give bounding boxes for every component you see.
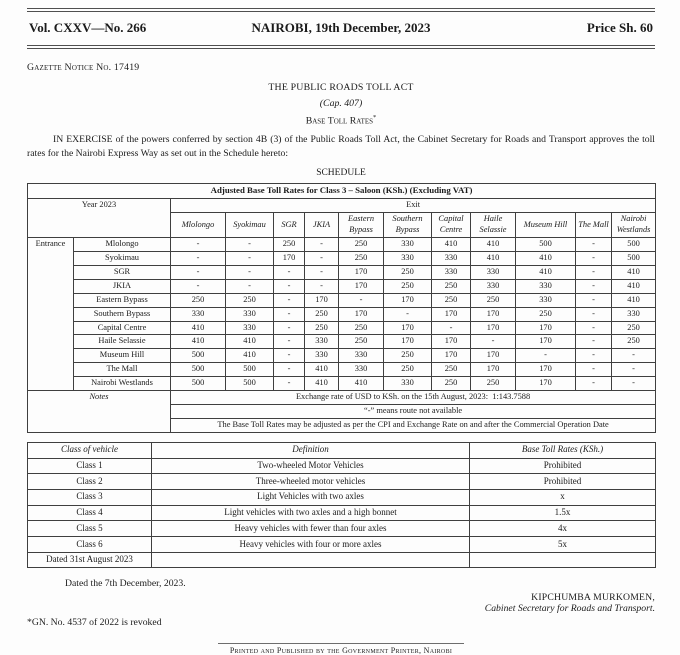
toll-value: 330 <box>384 251 432 265</box>
class-cell: 4x <box>470 521 656 537</box>
notice-dated-line: Dated the 7th December, 2023. <box>65 578 186 590</box>
toll-value: - <box>576 237 612 251</box>
empty-cell <box>152 552 470 568</box>
act-title: THE PUBLIC ROADS TOLL ACT <box>268 82 414 93</box>
toll-table <box>27 183 656 433</box>
class-cell: Prohibited <box>470 458 656 474</box>
toll-value: 250 <box>516 307 576 321</box>
toll-value: 330 <box>384 237 432 251</box>
notice-subject <box>27 114 655 126</box>
revocation-footnote: *GN. No. 4537 of 2022 is revoked <box>27 617 162 629</box>
class-cell: Heavy vehicles with fewer than four axles <box>152 521 470 537</box>
toll-title-row <box>28 183 656 198</box>
class-cell: Three-wheeled motor vehicles <box>152 474 470 490</box>
toll-value: - <box>274 307 305 321</box>
toll-value: 170 <box>471 349 516 363</box>
toll-value: 250 <box>612 321 656 335</box>
toll-value: 250 <box>305 307 339 321</box>
schedule-label: SCHEDULE <box>316 167 366 178</box>
toll-row <box>28 377 656 391</box>
toll-value: 500 <box>612 251 656 265</box>
toll-value: - <box>576 321 612 335</box>
class-column-header: Base Toll Rates (KSh.) <box>470 442 656 458</box>
toll-value: - <box>384 307 432 321</box>
entrance-station: Syokimau <box>74 251 171 265</box>
toll-value: 330 <box>612 307 656 321</box>
vehicle-class-table <box>27 442 656 569</box>
class-cell: Heavy vehicles with four or more axles <box>152 537 470 553</box>
footnote-marker: * <box>373 114 377 121</box>
toll-value: 250 <box>432 377 471 391</box>
toll-value: - <box>226 279 274 293</box>
toll-value: 250 <box>226 293 274 307</box>
toll-value: - <box>274 363 305 377</box>
toll-value: 170 <box>339 307 384 321</box>
toll-value: - <box>274 279 305 293</box>
masthead-bottom-double-rule <box>27 45 655 49</box>
toll-row <box>28 349 656 363</box>
year-label: Year 2023 <box>28 199 171 238</box>
toll-value: 170 <box>471 307 516 321</box>
toll-row <box>28 321 656 335</box>
class-row <box>28 489 656 505</box>
toll-value: - <box>612 349 656 363</box>
class-cell: Light vehicles with two axles and a high bonnet <box>152 505 470 521</box>
toll-value: - <box>305 251 339 265</box>
class-cell: Class 2 <box>28 474 152 490</box>
toll-value: 170 <box>432 335 471 349</box>
toll-value: - <box>576 251 612 265</box>
toll-value: 170 <box>516 377 576 391</box>
class-row <box>28 474 656 490</box>
toll-value: 330 <box>226 307 274 321</box>
toll-value: - <box>171 237 226 251</box>
toll-value: 250 <box>384 265 432 279</box>
exit-column-header: SGR <box>274 213 305 238</box>
entrance-label: Entrance <box>28 237 74 390</box>
toll-value: 410 <box>226 349 274 363</box>
toll-value: 250 <box>339 251 384 265</box>
toll-value: 410 <box>171 335 226 349</box>
toll-value: 170 <box>432 349 471 363</box>
toll-value: 250 <box>471 293 516 307</box>
class-dated-cell: Dated 31st August 2023 <box>28 552 152 568</box>
toll-value: 250 <box>384 363 432 377</box>
toll-value: 410 <box>432 237 471 251</box>
class-cell: Prohibited <box>470 474 656 490</box>
class-cell: 5x <box>470 537 656 553</box>
toll-value: 250 <box>305 321 339 335</box>
toll-row <box>28 251 656 265</box>
toll-row <box>28 237 656 251</box>
toll-value: 330 <box>305 349 339 363</box>
toll-value: 330 <box>384 377 432 391</box>
exit-column-header: Eastern Bypass <box>339 213 384 238</box>
signatory-title: Cabinet Secretary for Roads and Transport. <box>484 603 655 615</box>
masthead-price: Price Sh. 60 <box>586 20 653 35</box>
class-row <box>28 505 656 521</box>
toll-value: - <box>576 293 612 307</box>
toll-value: 250 <box>432 293 471 307</box>
toll-value: - <box>226 237 274 251</box>
toll-value: 500 <box>171 377 226 391</box>
class-header-row <box>28 442 656 458</box>
toll-row <box>28 279 656 293</box>
class-cell: Class 3 <box>28 489 152 505</box>
toll-value: - <box>226 251 274 265</box>
toll-value: 330 <box>339 349 384 363</box>
toll-value: 170 <box>339 279 384 293</box>
toll-value: 170 <box>432 307 471 321</box>
signatory-name: KIPCHUMBA MURKOMEN, <box>531 592 655 604</box>
class-cell: 1.5x <box>470 505 656 521</box>
toll-value: 170 <box>384 335 432 349</box>
notice-subject-text: Base Toll Rates <box>305 115 374 127</box>
toll-value: - <box>612 377 656 391</box>
exit-column-header: Capital Centre <box>432 213 471 238</box>
entrance-station: SGR <box>74 265 171 279</box>
toll-value: 410 <box>339 377 384 391</box>
class-cell: x <box>470 489 656 505</box>
toll-value: 250 <box>339 335 384 349</box>
toll-value: 250 <box>432 363 471 377</box>
toll-value: - <box>576 279 612 293</box>
toll-value: - <box>274 349 305 363</box>
toll-value: - <box>274 377 305 391</box>
toll-value: 410 <box>612 279 656 293</box>
toll-row <box>28 265 656 279</box>
toll-value: 410 <box>612 293 656 307</box>
toll-value: 170 <box>516 335 576 349</box>
toll-value: - <box>171 279 226 293</box>
toll-row <box>28 293 656 307</box>
toll-value: 500 <box>516 237 576 251</box>
toll-value: - <box>612 363 656 377</box>
toll-value: 330 <box>432 251 471 265</box>
toll-exit-row <box>28 199 656 213</box>
toll-value: 170 <box>516 363 576 377</box>
toll-value: 170 <box>516 321 576 335</box>
entrance-station: Haile Selassie <box>74 335 171 349</box>
entrance-station: Eastern Bypass <box>74 293 171 307</box>
toll-value: - <box>274 293 305 307</box>
toll-table-title: Adjusted Base Toll Rates for Class 3 – Saloon (KSh.) (Excluding VAT) <box>28 183 656 198</box>
toll-value: 410 <box>171 321 226 335</box>
toll-value: - <box>305 237 339 251</box>
toll-value: 250 <box>471 377 516 391</box>
toll-row <box>28 363 656 377</box>
toll-row <box>28 335 656 349</box>
exit-column-header: JKIA <box>305 213 339 238</box>
gazette-notice-number: Gazette Notice No. 17419 <box>27 62 140 73</box>
toll-value: - <box>576 349 612 363</box>
entrance-station: Museum Hill <box>74 349 171 363</box>
toll-value: 410 <box>226 335 274 349</box>
class-column-header: Definition <box>152 442 470 458</box>
toll-value: - <box>305 279 339 293</box>
toll-value: 410 <box>516 265 576 279</box>
exit-column-header: Southern Bypass <box>384 213 432 238</box>
exit-column-header: The Mall <box>576 213 612 238</box>
exit-column-header: Nairobi Westlands <box>612 213 656 238</box>
class-row <box>28 458 656 474</box>
entrance-station: Capital Centre <box>74 321 171 335</box>
class-cell: Class 1 <box>28 458 152 474</box>
class-cell: Light Vehicles with two axles <box>152 489 470 505</box>
toll-value: - <box>171 265 226 279</box>
toll-value: 170 <box>471 363 516 377</box>
toll-value: 500 <box>226 377 274 391</box>
toll-value: 410 <box>516 251 576 265</box>
toll-value: 500 <box>226 363 274 377</box>
toll-value: 330 <box>226 321 274 335</box>
class-cell: Class 6 <box>28 537 152 553</box>
entrance-station: Southern Bypass <box>74 307 171 321</box>
toll-value: 250 <box>171 293 226 307</box>
note-text: “-” means route not available <box>171 405 656 419</box>
toll-row <box>28 307 656 321</box>
toll-value: 250 <box>384 279 432 293</box>
toll-value: - <box>274 335 305 349</box>
toll-value: - <box>339 293 384 307</box>
class-cell: Class 5 <box>28 521 152 537</box>
toll-value: 500 <box>612 237 656 251</box>
toll-value: 170 <box>339 265 384 279</box>
toll-value: 250 <box>339 237 384 251</box>
toll-value: - <box>576 307 612 321</box>
masthead-volume: Vol. CXXV—No. 266 <box>29 20 147 35</box>
toll-value: 250 <box>432 279 471 293</box>
act-cap: (Cap. 407) <box>319 98 363 109</box>
toll-value: 250 <box>384 349 432 363</box>
toll-value: 250 <box>612 335 656 349</box>
toll-value: - <box>274 321 305 335</box>
class-cell: Two-wheeled Motor Vehicles <box>152 458 470 474</box>
toll-value: 330 <box>516 279 576 293</box>
toll-value: - <box>576 363 612 377</box>
toll-value: 410 <box>471 237 516 251</box>
note-row <box>28 391 656 405</box>
toll-value: 250 <box>274 237 305 251</box>
toll-value: 500 <box>171 349 226 363</box>
entrance-station: The Mall <box>74 363 171 377</box>
masthead <box>27 12 655 45</box>
toll-value: - <box>576 265 612 279</box>
toll-value: 330 <box>171 307 226 321</box>
exit-label: Exit <box>171 199 656 213</box>
toll-value: 410 <box>471 251 516 265</box>
toll-value: 330 <box>471 265 516 279</box>
toll-value: - <box>516 349 576 363</box>
toll-value: 170 <box>384 293 432 307</box>
toll-value: - <box>274 265 305 279</box>
toll-value: - <box>576 377 612 391</box>
class-column-header: Class of vehicle <box>28 442 152 458</box>
toll-value: - <box>432 321 471 335</box>
toll-value: - <box>576 335 612 349</box>
toll-value: 170 <box>305 293 339 307</box>
toll-value: - <box>171 251 226 265</box>
toll-value: 330 <box>339 363 384 377</box>
toll-value: 170 <box>384 321 432 335</box>
exit-column-header: Syokimau <box>226 213 274 238</box>
masthead-place-date: NAIROBI, 19th December, 2023 <box>251 20 431 35</box>
class-cell: Class 4 <box>28 505 152 521</box>
exit-column-header: Museum Hill <box>516 213 576 238</box>
entrance-station: Mlolongo <box>74 237 171 251</box>
printer-imprint: Printed and Published by the Government Printer, Nairobi <box>218 643 464 655</box>
toll-value: 410 <box>305 363 339 377</box>
toll-value: 330 <box>471 279 516 293</box>
exit-column-header: Haile Selassie <box>471 213 516 238</box>
toll-value: - <box>305 265 339 279</box>
toll-value: 410 <box>612 265 656 279</box>
entrance-station: JKIA <box>74 279 171 293</box>
toll-value: 410 <box>305 377 339 391</box>
empty-cell <box>470 552 656 568</box>
toll-value: 170 <box>471 321 516 335</box>
toll-value: 500 <box>171 363 226 377</box>
class-row <box>28 521 656 537</box>
class-dated-row <box>28 552 656 568</box>
notice-body: IN EXERCISE of the powers conferred by section 4B (3) of the Public Roads Toll Act, the Cabinet Secretary for Roads and Transport approves the toll rates for the Nairobi Express Way as set out in the Schedule hereto: <box>27 134 655 160</box>
note-text: Exchange rate of USD to KSh. on the 15th August, 2023: 1:143.7588 <box>171 391 656 405</box>
entrance-station: Nairobi Westlands <box>74 377 171 391</box>
toll-value: 170 <box>274 251 305 265</box>
toll-value: - <box>226 265 274 279</box>
exit-column-header: Mlolongo <box>171 213 226 238</box>
class-row <box>28 537 656 553</box>
toll-value: 330 <box>305 335 339 349</box>
notes-label: Notes <box>28 391 171 433</box>
toll-value: 330 <box>516 293 576 307</box>
note-text: The Base Toll Rates may be adjusted as per the CPI and Exchange Rate on and after the Commercial Operation Date <box>171 418 656 432</box>
toll-value: 250 <box>339 321 384 335</box>
toll-value: - <box>471 335 516 349</box>
toll-value: 330 <box>432 265 471 279</box>
